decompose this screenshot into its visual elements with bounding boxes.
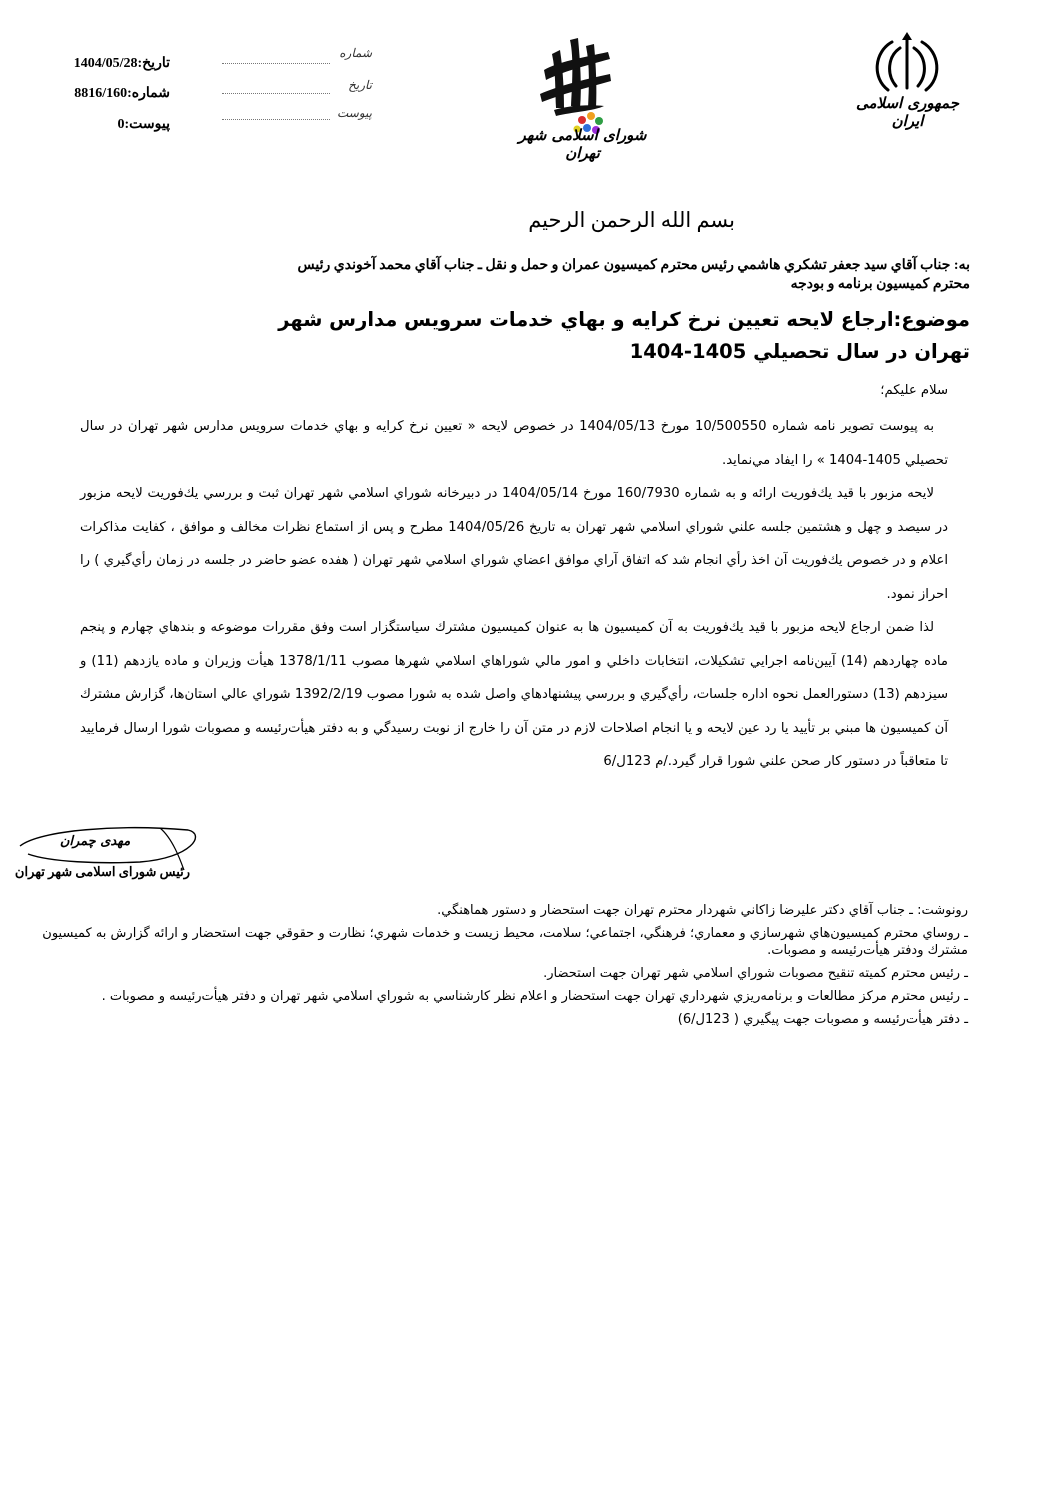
bismillah: بسم الله الرحمن الرحيم (528, 208, 735, 232)
dotted-line (222, 118, 330, 120)
subject-line: موضوع:ارجاع لايحه تعيين نرخ كرايه و بهاي خدمات سرويس مدارس شهر (278, 308, 970, 331)
dotted-line (222, 92, 330, 94)
cc-intro: رونوشت: ـ جناب آقاي دكتر عليرضا زاكاني شهردار محترم تهران جهت استحضار و دستور هماهنگي. (437, 903, 968, 918)
signature-block (10, 818, 210, 888)
recipient-line: به: جناب آقاي سيد جعفر تشكري هاشمي رئيس محترم كميسيون عمران و حمل و نقل ـ جناب آقاي محمد آخوندي رئيس (297, 258, 970, 273)
letter-date: تاريخ:1404/05/28 (73, 56, 170, 71)
letter-number: شماره:8816/160 (74, 86, 170, 101)
form-field-label: پيوست (337, 106, 372, 120)
state-emblem-text: جمهوری اسلامی ایران (855, 94, 960, 130)
body-paragraph: لذا ضمن ارجاع لايحه مزبور با قيد يك‌فوريت به آن كميسيون ها به عنوان كميسيون مشترك سياستگزار است وفق مقررات موضوعه و بندهاي چهارم و پنجم ماده چهاردهم (14) آيين‌نامه اجرايي تشكيلات، انتخابات داخلي و امور مالي شوراهاي اسلامي شهرها مصوب 1378/1/11 هيأت وزيران و ماده يازدهم (11) و سيزدهم (13) دستورالعمل نحوه اداره جلسات، رأي‌گيري و بررسي پيشنهادهاي واصل شده به شورا مصوب 1392/2/19 شوراي عالي استان‌ها، گزارش مشترك آن كميسيون ها مبني بر تأييد يا رد عين لايحه و يا انجام اصلاحات لازم در متن آن را خارج از نوبت رسيدگي و به دفتر هيأت‌رئيسه و مصوبات شورا ارسال فرماييد تا متعاقباً در دستور كار صحن علني شورا قرار گيرد./م 123ل/6 (80, 620, 948, 769)
form-field-label: شماره (339, 46, 372, 60)
council-logo (500, 28, 665, 162)
recipient (270, 256, 970, 294)
state-emblem (840, 30, 975, 130)
letter-attachment: پيوست:0 (117, 117, 170, 132)
cc-item: ـ روساي محترم كميسيون‌هاي شهرسازي و معماري؛ فرهنگي، اجتماعي؛ سلامت، محيط زيست و خدمات شهري؛ نظارت و حقوقي جهت استحضار و ارائه گزارش به كميسيون مشترك ودفتر هيأت‌رئيسه و مصوبات. (42, 926, 968, 958)
council-logo-text: شورای اسلامی شهر تهران (518, 126, 647, 162)
body-paragraph: لايحه مزبور با قيد يك‌فوريت ارائه و به شماره 160/7930 مورخ 1404/05/14 در دبيرخانه شوراي اسلامي شهر تهران ثبت و بررسي يك‌فوريت لايحه مزبور در سيصد و چهل و هشتمين جلسه علني شوراي اسلامي شهر تهران به تاريخ 1404/05/26 مطرح و پس از استماع نظرات مخالف و موافق ، كفايت مذاكرات اعلام و در خصوص يك‌فوريت آن اخذ رأي انجام شد كه اتفاق آراي موافق اعضاي شوراي اسلامي شهر تهران ( هفده عضو حاضر در جلسه در زمان رأي‌گيري ) را احراز نمود. (80, 486, 948, 602)
cc-item: ـ رئيس محترم مركز مطالعات و برنامه‌ريزي شهرداري تهران جهت استحضار و اعلام نظر كارشناسي به شوراي اسلامي شهر تهران و دفتر هيأت‌رئيسه و مصوبات . (101, 989, 968, 1004)
form-field-label: تاريخ (348, 78, 372, 92)
signer-name: مهدی چمران (59, 834, 131, 849)
greeting: سلام عليكم؛ (880, 383, 948, 398)
body-paragraph: به پيوست تصوير نامه شماره 10/500550 مورخ 1404/05/13 در خصوص لايحه « تعيين نرخ كرايه و بهاي خدمات سرويس مدارس شهر تهران در سال تحصيلي 1405-1404 » را ايفاد مي‌نمايد. (80, 419, 948, 468)
subject-line: تهران در سال تحصيلي 1405-1404 (629, 340, 970, 363)
cc-item: ـ رئيس محترم كميته تنقيح مصوبات شوراي اسلامي شهر تهران جهت استحضار. (543, 966, 968, 981)
cc-list (30, 902, 968, 1034)
state-emblem-icon (840, 30, 975, 100)
dotted-line (222, 62, 330, 64)
signer-title: رئیس شورای اسلامی شهر تهران (14, 864, 191, 879)
subject (278, 304, 970, 368)
cc-item: ـ دفتر هيأت‌رئيسه و مصوبات جهت پيگيري ( 123ل/6) (677, 1012, 968, 1027)
recipient-line: محترم كميسيون برنامه و بودجه (790, 277, 970, 292)
